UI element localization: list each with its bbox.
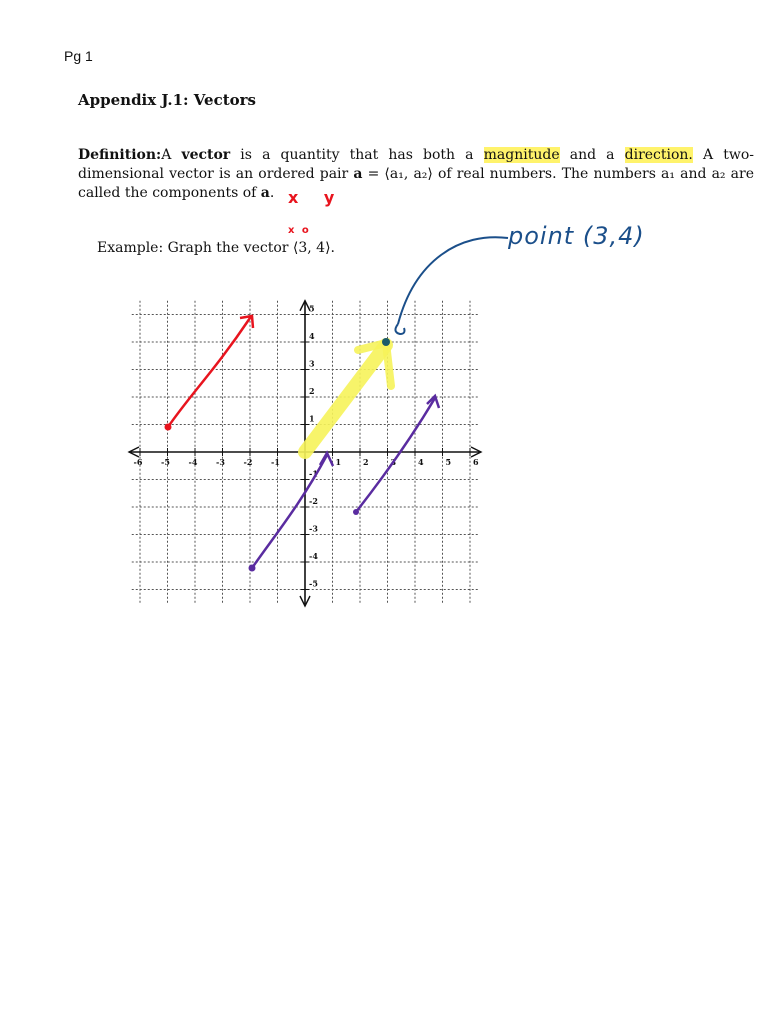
purple-vector-2-start xyxy=(353,509,359,515)
y-tick-label: -1 xyxy=(309,468,318,479)
definition-text-6: . xyxy=(269,185,275,201)
purple-arrowhead-1 xyxy=(320,453,333,466)
callout-hook xyxy=(395,324,404,334)
y-tick-label: 3 xyxy=(309,358,315,369)
direction-highlight: direction. xyxy=(624,147,693,163)
x-tick-label: -6 xyxy=(133,457,143,467)
vector-a-2: a xyxy=(260,185,270,201)
x-tick-label: 3 xyxy=(390,457,397,467)
section-title: Appendix J.1: Vectors xyxy=(78,91,256,109)
x-tick-label: -1 xyxy=(271,457,280,467)
yellow-vector-highlight xyxy=(305,345,386,452)
definition-text-3: and a xyxy=(559,147,625,163)
vector-word: vector xyxy=(181,147,231,163)
x-tick-label: 1 xyxy=(335,457,342,467)
x-tick-label: 5 xyxy=(445,457,452,467)
magnitude-highlight: magnitude xyxy=(483,147,560,163)
x-tick-label: -4 xyxy=(188,457,198,467)
handwritten-xy: x y xyxy=(288,188,345,207)
y-tick-label: 4 xyxy=(309,331,315,341)
y-tick-label: 5 xyxy=(309,303,315,314)
purple-vector-1-start xyxy=(249,565,256,572)
x-tick-label: -2 xyxy=(243,457,253,467)
vector-a: a xyxy=(353,166,363,182)
definition-text-2: is a quantity that has both a xyxy=(230,147,484,163)
x-tick-label: -5 xyxy=(161,457,170,467)
y-tick-label: -4 xyxy=(309,551,318,561)
y-tick-label: 2 xyxy=(309,386,315,396)
definition-text-4: A two-dimensional vector is an ordered pair xyxy=(78,147,754,182)
x-tick-label: 2 xyxy=(363,457,369,467)
definition-text-1: A xyxy=(161,147,182,163)
red-vector-start xyxy=(165,424,172,431)
y-tick-label: -2 xyxy=(309,496,318,506)
y-tick-label: -3 xyxy=(309,523,318,534)
handwritten-point-label: point (3,4) xyxy=(508,222,645,250)
y-tick-label: -5 xyxy=(309,578,318,589)
purple-vector-2 xyxy=(356,398,435,512)
example-text: Example: Graph the vector ⟨3, 4⟩. xyxy=(97,240,335,256)
point-3-4-dot xyxy=(382,338,390,346)
x-tick-label: -3 xyxy=(216,457,225,467)
red-vector xyxy=(168,318,250,427)
x-tick-label: 6 xyxy=(473,457,479,467)
definition-text-5: = ⟨a₁, a₂⟩ of real numbers. The numbers a₁ and a₂ are called the components of xyxy=(78,166,755,201)
callout-curve xyxy=(398,237,508,324)
x-tick-label: 4 xyxy=(418,457,424,467)
y-tick-label: 1 xyxy=(309,413,315,424)
handwritten-xo: x o xyxy=(288,225,311,236)
page-label: Pg 1 xyxy=(64,48,93,64)
definition-term: Definition: xyxy=(78,147,162,163)
